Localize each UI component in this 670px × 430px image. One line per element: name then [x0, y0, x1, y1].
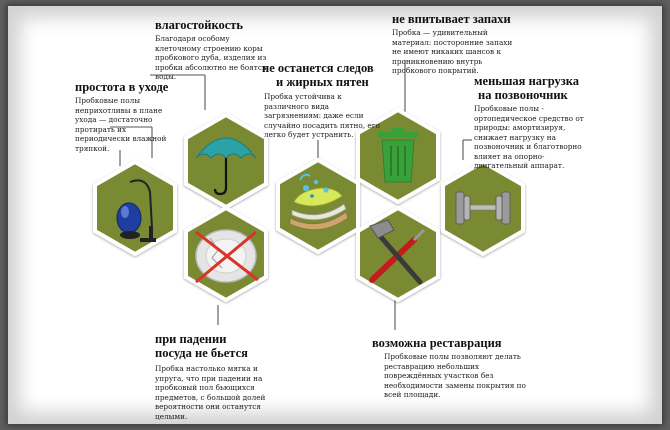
feature-text-restore: Пробковые полы позволяют делать реставрацию небольших повреждённых участков без необходимости замены покрытия по всей площади.: [384, 352, 526, 399]
feature-text-stains: Пробка устойчива к различного вида загрязнениям: даже если случайно посадить пятно, его легко будет устранить.: [264, 92, 380, 139]
hex-splash: [278, 160, 358, 252]
feature-title-spine: меньшая нагрузка на позвоночник: [474, 74, 580, 102]
feature-title-odors: не впитывает запахи: [392, 12, 511, 26]
feature-title-moisture: влагостойкость: [155, 18, 244, 32]
feature-text-spine: Пробковые полы - ортопедическое средство от природы: амортизируя, снижает нагрузку на позвоночник и благотворно влияет на опорно-двигательный аппарат.: [474, 104, 584, 170]
feature-title-stains: не останется следов и жирных пятен: [262, 61, 374, 89]
feature-text-dishes: Пробка настолько мягка и упруга, что при падении на пробковый пол бьющихся предметов, с большой долей вероятности они останутся целыми.: [155, 364, 266, 421]
feature-title-dishes: при падении посуда не бьется: [155, 332, 248, 360]
feature-text-odors: Пробка — удивительный материал: посторонние запахи не имеют никаких шансов к проникновению внутрь пробкового покрытий.: [392, 28, 513, 75]
feature-text-care: Пробковые полы неприхотливы в плане ухода — достаточно протирать их периодически влажной тряпкой.: [75, 96, 167, 153]
broken-plate-icon: [196, 230, 258, 282]
feature-text-moisture: Благодаря особому клеточному строению коры пробкового дуба, изделия из пробки абсолютно не боятся воды.: [155, 34, 267, 81]
feature-title-care: простота в уходе: [75, 80, 169, 94]
feature-title-restore: возможна реставрация: [372, 336, 502, 350]
